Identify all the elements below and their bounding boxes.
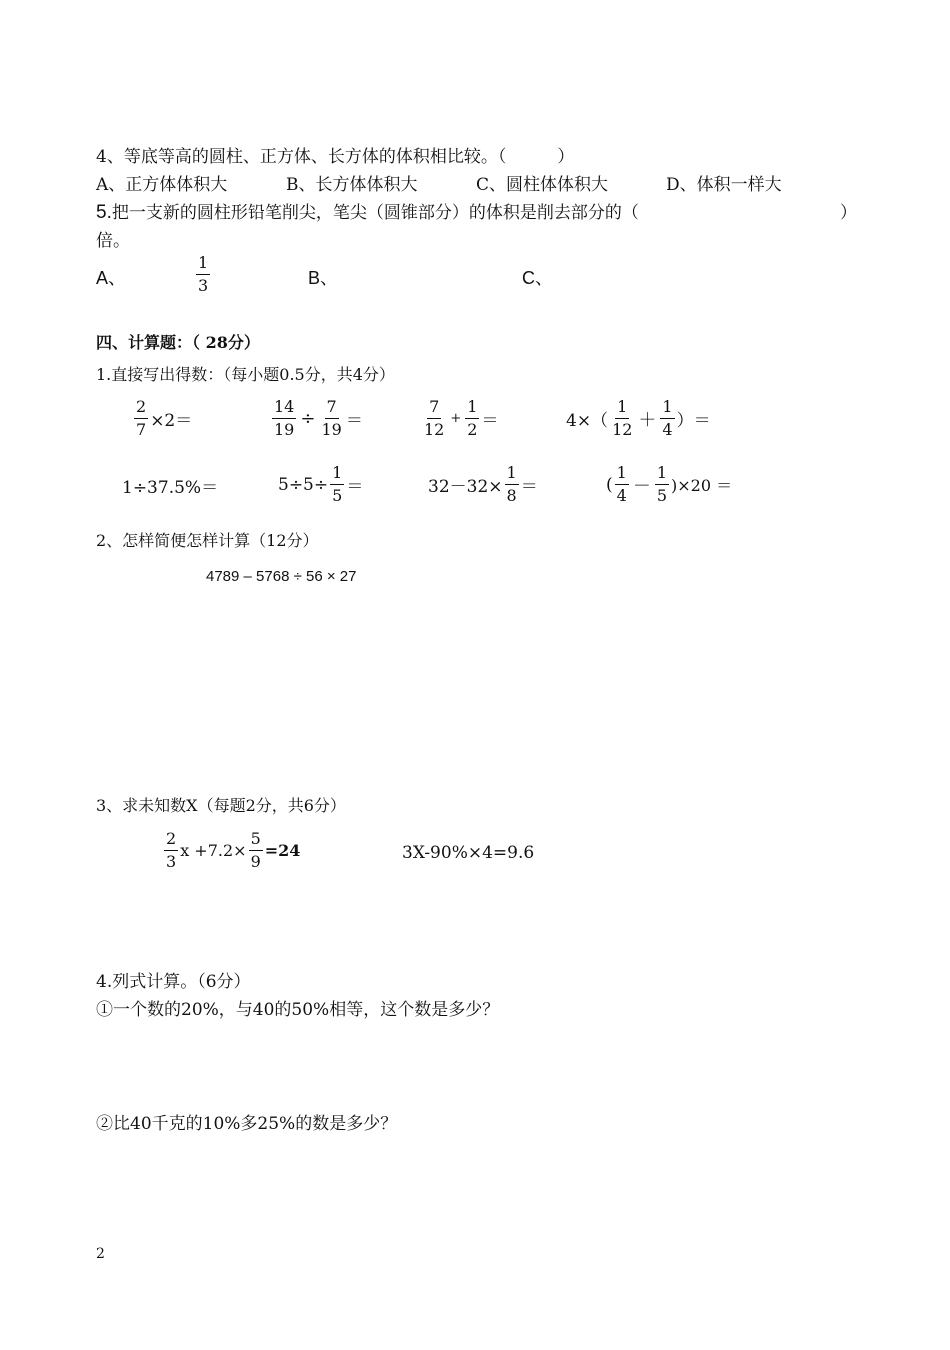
page-number: 2 xyxy=(96,1246,105,1262)
expr-3 xyxy=(420,398,498,439)
expr-tail: )×20 ＝ xyxy=(671,476,733,495)
q5-option-a: A、 xyxy=(96,268,127,288)
fraction-numerator: 1 xyxy=(660,398,674,419)
fraction-denominator: 19 xyxy=(274,420,295,439)
fraction-denominator: 3 xyxy=(166,852,177,871)
equation-2: 3X-90%×4=9.6 xyxy=(402,843,535,863)
word-problem-1: ①一个数的20%，与40的50%相等，这个数是多少？ xyxy=(96,1000,500,1020)
q4-stem: 4、等底等高的圆柱、正方体、长方体的体积相比较。（ ） xyxy=(96,147,575,167)
q5-stem-continued: 倍。 xyxy=(96,231,130,251)
expr-1 xyxy=(132,398,192,439)
expr-lead: 4×（ xyxy=(566,411,609,431)
q5-number: 5. xyxy=(96,202,112,223)
fraction-denominator: 3 xyxy=(198,276,209,295)
q4-option-b: B、长方体体积大 xyxy=(286,175,418,195)
expr-7 xyxy=(428,464,538,505)
fraction-numerator: 7 xyxy=(325,398,339,419)
fraction-numerator: 7 xyxy=(427,398,441,419)
expr-lead: 32－32× xyxy=(428,477,503,497)
q4-option-d: D、体积一样大 xyxy=(666,175,782,195)
fraction-numerator: 1 xyxy=(465,398,479,419)
expr-8 xyxy=(606,464,732,505)
q5-option-c: C、 xyxy=(522,268,553,288)
expr-tail: ×2＝ xyxy=(150,411,193,431)
word-problem-2: ②比40千克的10%多25%的数是多少？ xyxy=(96,1114,398,1134)
fraction-denominator: 12 xyxy=(612,420,633,439)
fraction-denominator: 9 xyxy=(250,852,261,871)
expr-2 xyxy=(270,398,363,439)
fraction-numerator: 2 xyxy=(164,830,178,851)
fraction-numerator: 1 xyxy=(505,464,519,485)
fraction-numerator: 5 xyxy=(249,830,263,851)
fraction-numerator: 14 xyxy=(272,398,296,419)
expr-4 xyxy=(566,398,711,439)
fraction-denominator: 5 xyxy=(656,486,668,505)
part2-expression: 4789 – 5768 ÷ 56 × 27 xyxy=(206,568,357,585)
q4-option-c: C、圆柱体体积大 xyxy=(476,175,609,195)
fraction-denominator: 2 xyxy=(467,420,478,439)
fraction-denominator: 7 xyxy=(136,420,147,439)
fraction-numerator: 1 xyxy=(615,398,629,419)
equation-middle: x +7.2× xyxy=(180,841,247,860)
fraction-denominator: 12 xyxy=(424,420,445,439)
q5-option-b: B、 xyxy=(308,268,339,288)
fraction-numerator: 1 xyxy=(196,254,210,275)
expr-lead: 5÷5÷ xyxy=(278,474,329,495)
fraction-denominator: 5 xyxy=(332,486,343,505)
fraction-denominator: 4 xyxy=(662,420,673,439)
expr-tail: ＝ xyxy=(520,477,538,497)
q5-stem: 把一支新的圆柱形铅笔削尖，笔尖（圆锥部分）的体积是削去部分的（ xyxy=(111,203,639,223)
q5-option-a-fraction xyxy=(194,254,212,295)
expr-tail: ＝ xyxy=(481,411,499,431)
expr-5 xyxy=(122,473,218,498)
part4-title: 4.列式计算。（6分） xyxy=(96,972,251,992)
operator: ＋ xyxy=(638,409,657,431)
equation-1 xyxy=(162,830,300,871)
expr-tail: ＝ xyxy=(345,411,363,431)
fraction-denominator: 19 xyxy=(321,420,342,439)
operator: ÷ xyxy=(300,408,316,429)
expr-text: 1÷37.5%＝ xyxy=(122,478,219,498)
fraction-numerator: 1 xyxy=(615,464,629,485)
part3-title: 3、求未知数X（每题2分，共6分） xyxy=(96,796,346,815)
part1-title: 1.直接写出得数：（每小题0.5分，共4分） xyxy=(96,365,395,384)
fraction-numerator: 1 xyxy=(330,464,344,485)
expr-tail: ＝ xyxy=(346,477,364,497)
expr-tail: ）＝ xyxy=(676,411,711,431)
expr-lead: ( xyxy=(606,474,613,495)
fraction-numerator: 1 xyxy=(655,464,669,485)
operator: + xyxy=(450,411,462,426)
fraction-denominator: 8 xyxy=(506,486,517,505)
operator: － xyxy=(632,475,651,497)
q5-close-paren: ） xyxy=(840,203,857,223)
q4-option-a: A、正方体体积大 xyxy=(96,175,228,195)
expr-6 xyxy=(278,464,363,505)
fraction-numerator: 2 xyxy=(134,398,148,419)
fraction-denominator: 4 xyxy=(616,486,627,505)
part2-title: 2、怎样简便怎样计算（12分） xyxy=(96,531,319,550)
equation-tail: =24 xyxy=(264,841,301,860)
section-title: 四、计算题：（ 28分） xyxy=(96,333,260,352)
q5-stem-line xyxy=(96,198,639,224)
